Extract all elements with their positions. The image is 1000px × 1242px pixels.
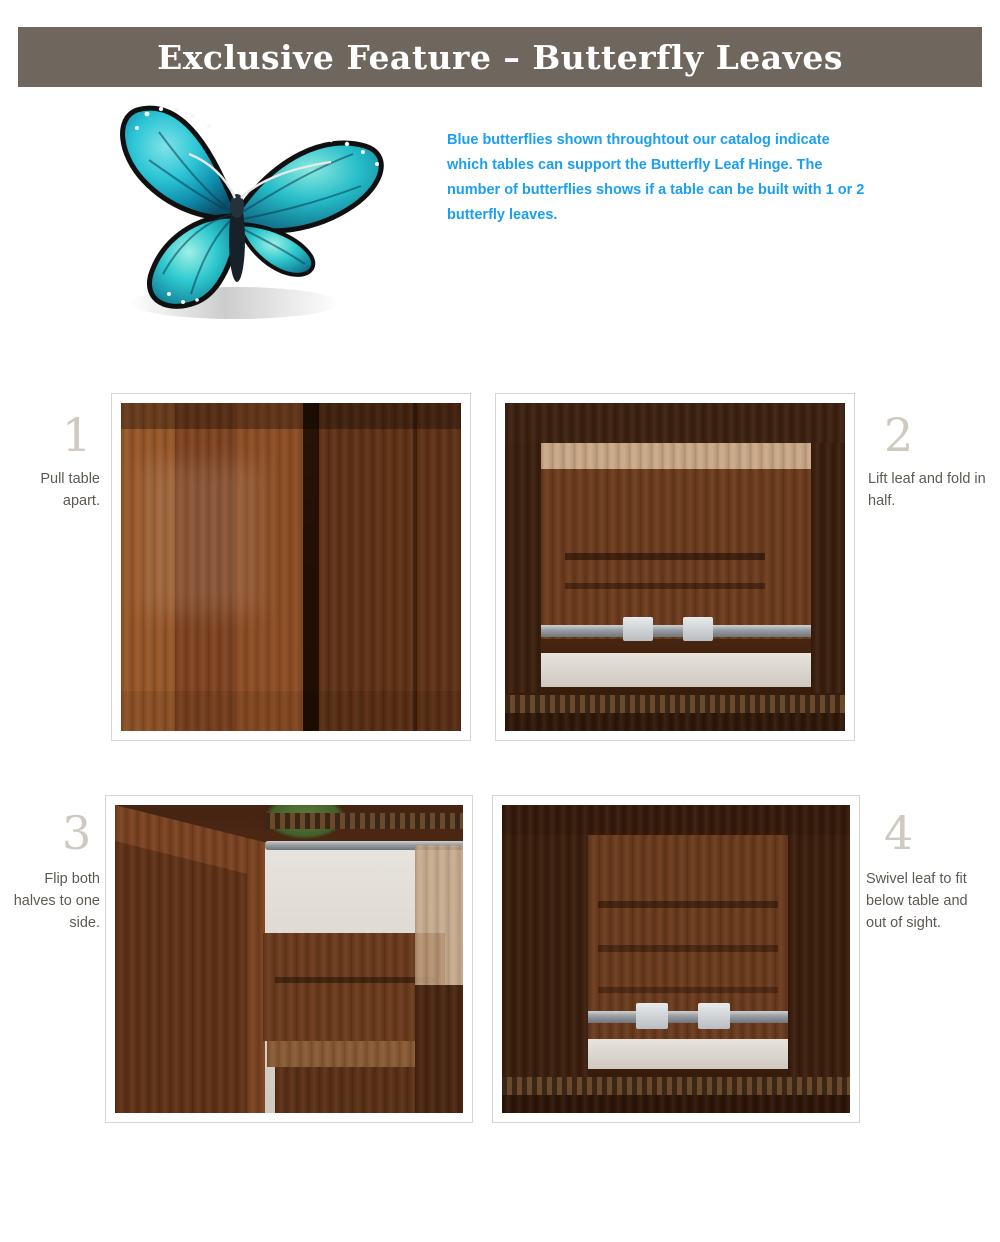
page-title: Exclusive Feature – Butterfly Leaves [157,37,843,77]
step-image [505,403,845,731]
step-photo-frame [111,393,471,741]
step-caption: Pull table apart. [40,471,100,509]
butterfly-icon [85,88,405,333]
steps-grid [0,380,1000,1170]
step-caption: Swivel leaf to fit below table and out of sight. [866,871,968,931]
step-photo-frame [495,393,855,741]
step-photo-frame [105,795,473,1123]
step-caption: Lift leaf and fold in half. [868,471,986,509]
step-image [121,403,461,731]
step-photo-frame [492,795,860,1123]
step-number: 1 [62,408,92,462]
step-number: 4 [884,806,914,860]
step-image [115,805,463,1113]
intro-paragraph: Blue butterflies shown throughtout our catalog indicate which tables can support the Butterfly Leaf Hinge. The number of butterflies shows if a table can be built with 1 or 2 butterfly leaves. [447,132,865,223]
step-number: 2 [884,408,914,462]
step-caption: Flip both halves to one side. [13,871,100,931]
step-image [502,805,850,1113]
header-band [18,27,982,87]
step-number: 3 [62,806,92,860]
